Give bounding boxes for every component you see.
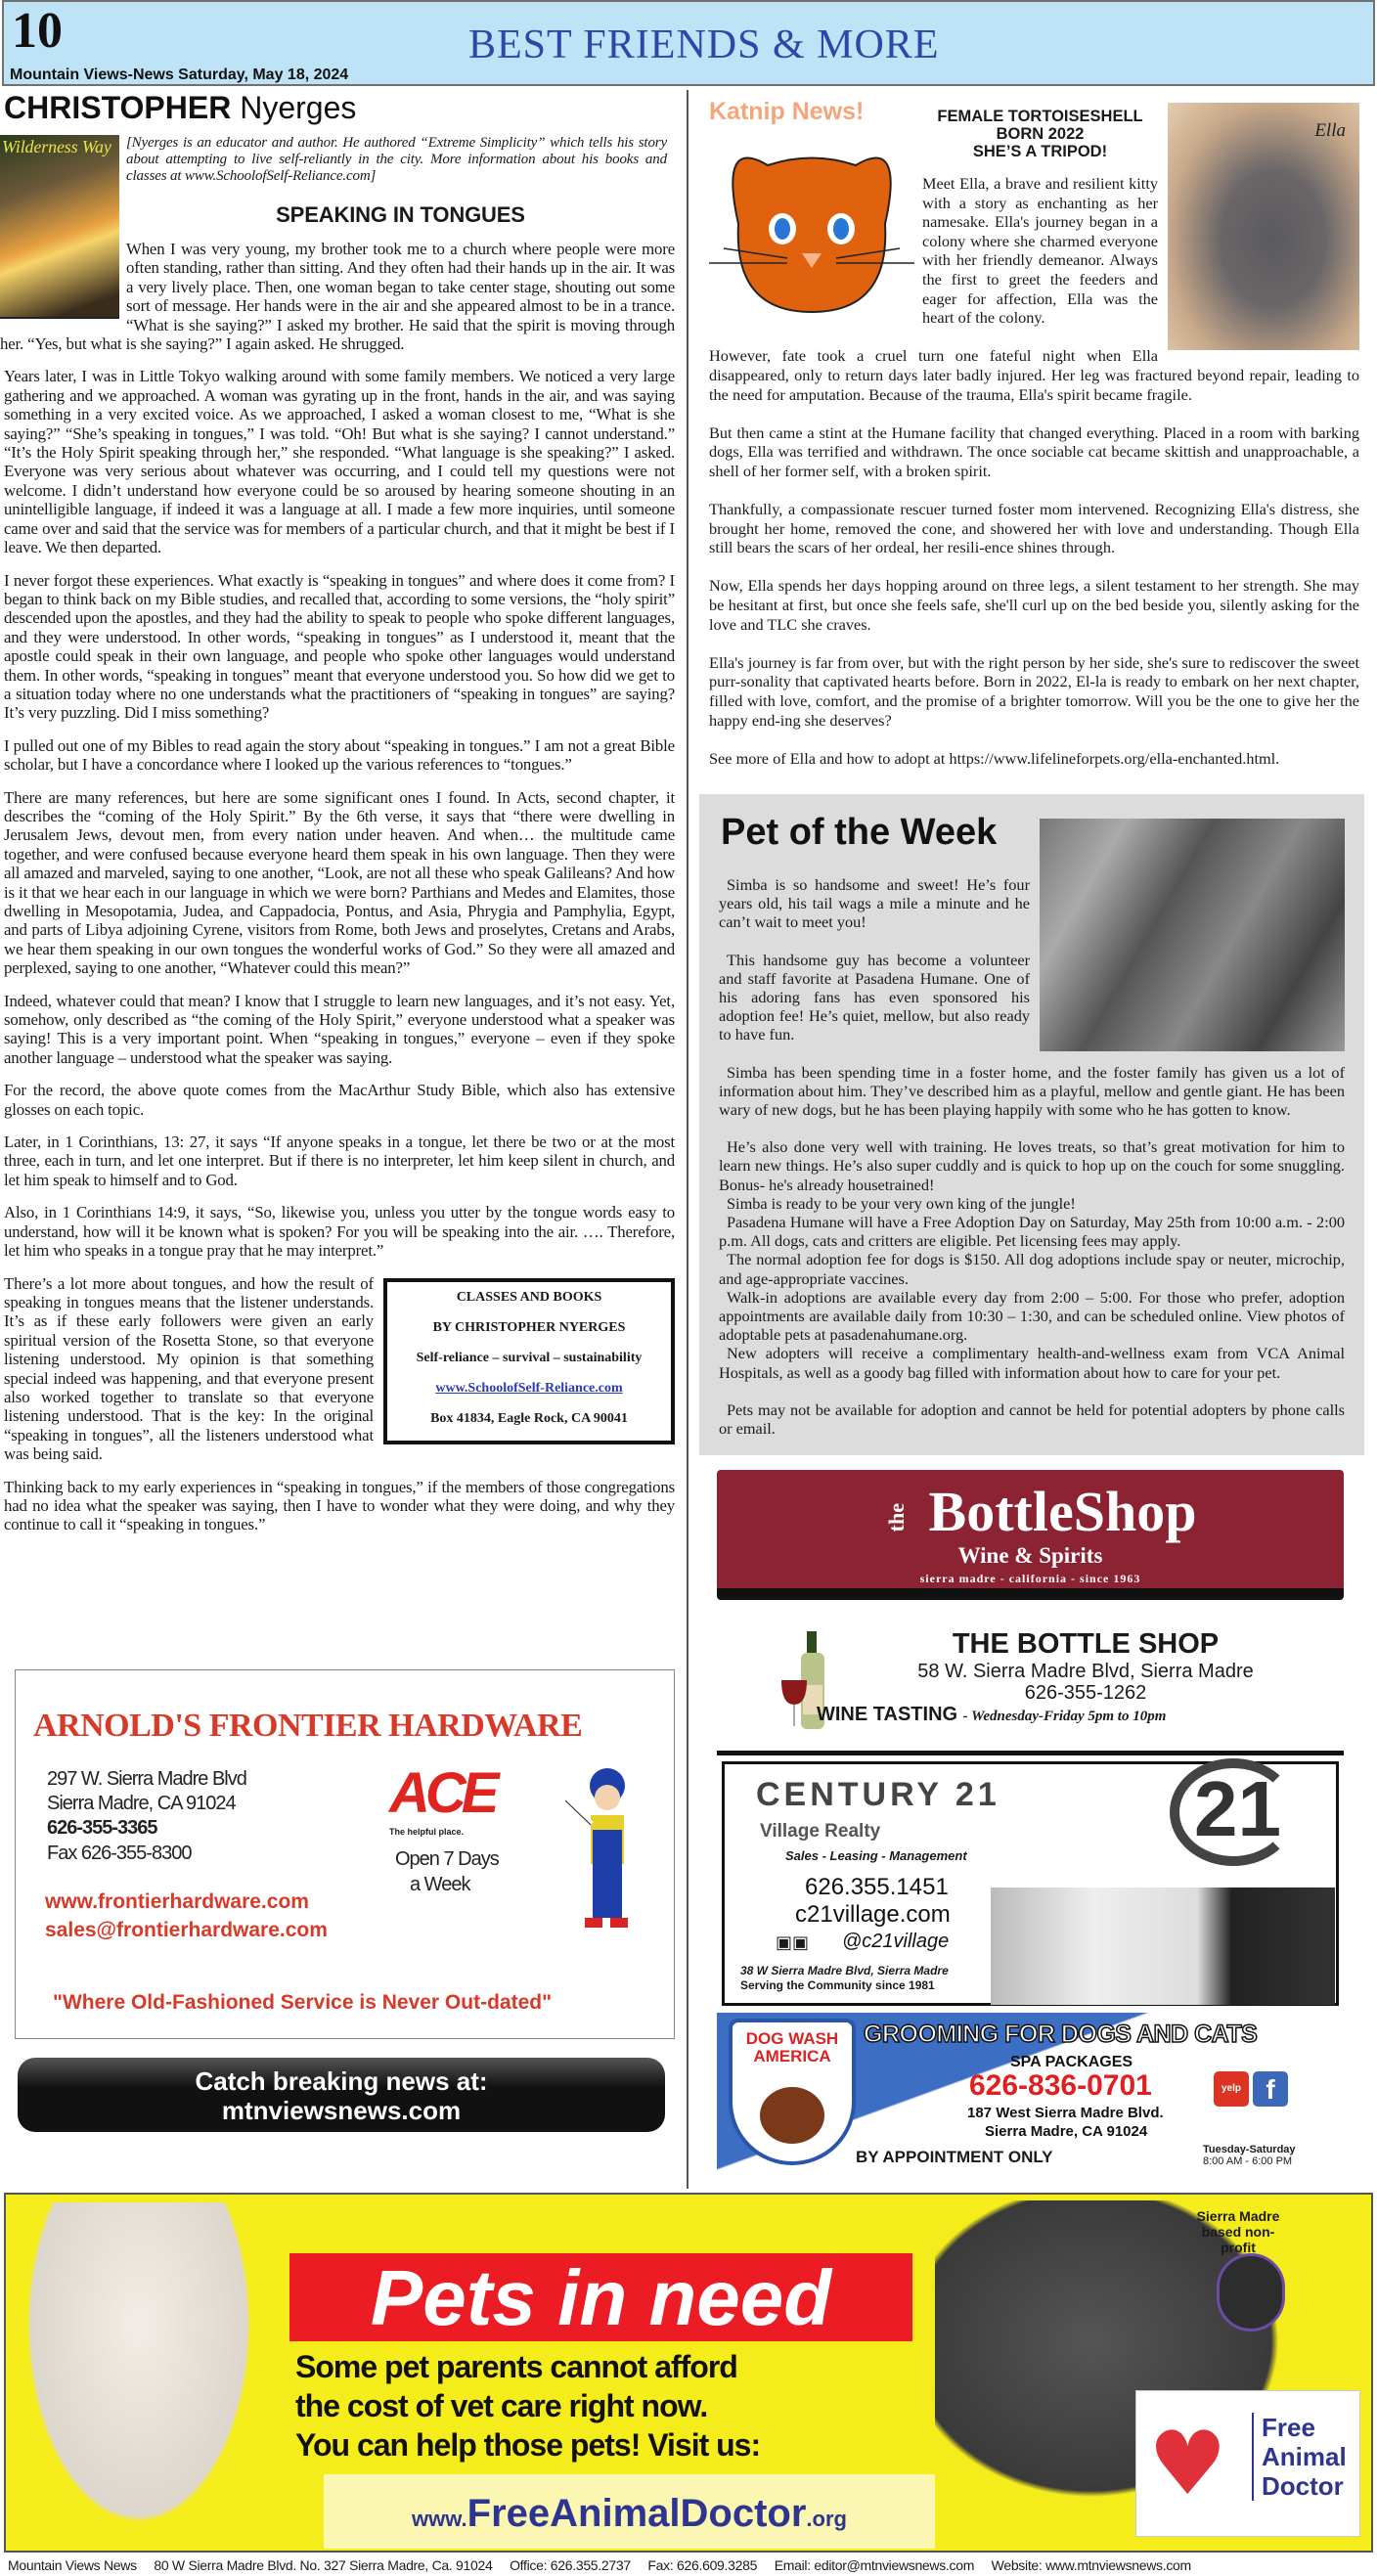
logo-line: Free bbox=[1262, 2413, 1315, 2442]
pet-paragraph: New adopters will receive a complimentary health-and-wellness exam from VCA Animal Hospitals, as well as a goody bag filled with information about how to care for your pet. bbox=[719, 1344, 1345, 1382]
masthead bbox=[2, 0, 1375, 86]
label-line: based non-profit bbox=[1201, 2224, 1275, 2255]
byline-last: Nyerges bbox=[240, 90, 357, 125]
logo-line: Doctor bbox=[1262, 2471, 1344, 2501]
article-paragraph: Thinking back to my early experiences in “speaking in tongues,” if the members of those congregations had no idea what the speaker was saying, then I have to wonder what they were doing, and why they continue to call it “speaking in tongues.” bbox=[4, 1477, 675, 1534]
c21-social-handle: @c21village bbox=[842, 1931, 950, 1952]
c21-address bbox=[740, 1964, 949, 1993]
column-byline bbox=[4, 90, 356, 126]
ad-email-link[interactable]: sales@frontierhardware.com bbox=[45, 1919, 328, 1941]
pets-in-need-text bbox=[295, 2347, 760, 2465]
author-book-cover-image bbox=[0, 135, 119, 319]
c21-since: Serving the Community since 1981 bbox=[740, 1978, 935, 1992]
katnip-paragraph: However, fate took a cruel turn one fateful night when Ella disappeared, only to return days later badly injured. Her leg was fractured beyond repair, leading to the need for amputation. Because of the trauma, Ella's spirit became fragile. bbox=[709, 346, 1359, 404]
classes-books-box bbox=[383, 1278, 675, 1444]
pet-paragraph: The normal adoption fee for dogs is $150. All dog adoptions include spay or neuter, microchip, and age-appropriate vaccines. bbox=[719, 1250, 1345, 1288]
pet-of-the-week bbox=[699, 794, 1364, 1455]
dog-wash-address: Sierra Madre, CA 91024 bbox=[985, 2123, 1148, 2140]
pet-of-week-title: Pet of the Week bbox=[721, 812, 998, 853]
article-paragraph: Also, in 1 Corinthians 14:9, it says, “So, likewise you, unless you utter by the tongue words easy to understand, how will it be known what is spoken? For you will be speaking into the air. …. Therefore, let him who speaks in a tongue pray that he may interpret.” bbox=[4, 1203, 675, 1261]
dog-wash-america-ad[interactable] bbox=[717, 2013, 1344, 2174]
logo-text bbox=[1252, 2413, 1347, 2501]
article-paragraph: There’s a lot more about tongues, and how the result of speaking in tongues means that the listener understands. It’s as if these early followers were given an early spiritual version of the Rosetta Stone, so that everyone listening understood. My opinion is that something special indeed was happening, and that everyone present also worked together to translate so that everyone listening understood. That is the key: In the original “speaking in tongues”, all the listeners understood what was being said. bbox=[4, 1273, 374, 1464]
c21-website-link[interactable]: c21village.com bbox=[795, 1901, 951, 1928]
pet-paragraph: This handsome guy has become a volunteer and staff favorite at Pasadena Humane. One of his adoring fans has even sponsored his adoption fee! He’s quiet, mellow, but also ready to have fun. bbox=[719, 950, 1030, 1044]
cat-face-icon bbox=[709, 126, 914, 322]
breaking-news-text: Catch breaking news at: bbox=[195, 2066, 488, 2096]
hours: 8:00 AM - 6:00 PM bbox=[1203, 2155, 1293, 2167]
ad-slogan: "Where Old-Fashioned Service is Never Out-dated" bbox=[53, 1991, 553, 2014]
c21-phone: 626.355.1451 bbox=[805, 1874, 949, 1900]
ad-fax: Fax 626-355-8300 bbox=[47, 1843, 192, 1864]
by-appointment: BY APPOINTMENT ONLY bbox=[856, 2148, 1053, 2166]
page-footer bbox=[0, 2554, 1377, 2576]
katnip-paragraph: Meet Ella, a brave and resilient kitty with a story as enchanting as her namesake. Ella's journey began in a colony where she charmed everyone with her friendly demeanor. Always the first to greet the feeders and eager for affection, Ella was the heart of the colony. bbox=[922, 174, 1158, 328]
article-headline: SPEAKING IN TONGUES bbox=[276, 202, 525, 227]
page-number: 10 bbox=[12, 3, 63, 59]
spa-packages: SPA PACKAGES bbox=[1010, 2054, 1133, 2070]
logo-tagline: sierra madre - california - since 1963 bbox=[919, 1572, 1141, 1585]
text-line: the cost of vet care right now. bbox=[295, 2388, 708, 2423]
ace-tagline: The helpful place. bbox=[389, 1827, 465, 1837]
bottle-shop-info bbox=[763, 1628, 1340, 1726]
dog-wash-address: 187 West Sierra Madre Blvd. bbox=[967, 2105, 1164, 2121]
ad-address: Sierra Madre, CA 91024 bbox=[47, 1793, 236, 1814]
logo-the: the bbox=[883, 1503, 909, 1532]
headline-line: SHE’S A TRIPOD! bbox=[972, 143, 1108, 160]
grooming-title: GROOMING FOR DOGS AND CATS bbox=[864, 2021, 1258, 2048]
c21-services: Sales - Leasing - Management bbox=[785, 1848, 967, 1863]
pet-paragraph: Walk-in adoptions are available every day from 2:00 – 5:00. For those who prefer, adoption appointments are available daily from 10:30 – 1:30, and can be scheduled online. View photos of adoptable pets at pasadenahumane.org. bbox=[719, 1287, 1345, 1345]
white-dog-photo bbox=[12, 2202, 266, 2550]
cartoon-dog-icon bbox=[760, 2087, 824, 2144]
article-paragraph: When I was very young, my brother took me to a church where people were more often standing, rather than sitting. And they often had their hands up in the air. It was a very lively place. Then, one woman began to take center stage, shouting out some sort of message. Her hands were in the air and she appeared almost to be in a trance. “What is she saying?” I asked my brother. He said that the spirit is moving through her. “Yes, but what is she saying?” I again asked. He shrugged. bbox=[0, 240, 675, 354]
shop-phone: 626-355-1262 bbox=[1024, 1682, 1147, 1704]
katnip-paragraph: But then came a stint at the Humane facility that changed everything. Placed in a room with barking dogs, Ella was terrified and withdrawn. The once sociable cat became skittish and unapproachable, a shell of her former self, with a broken spirit. bbox=[709, 422, 1359, 480]
footer-address: 80 W Sierra Madre Blvd. No. 327 Sierra Madre, Ca. 91024 bbox=[154, 2557, 493, 2573]
facebook-instagram-icon: ▣▣ bbox=[776, 1932, 810, 1953]
url-main: FreeAnimalDoctor bbox=[466, 2492, 807, 2535]
dateline: Mountain Views-News Saturday, May 18, 2024 bbox=[10, 67, 349, 83]
article-paragraph: For the record, the above quote comes from the MacArthur Study Bible, which also has extensive glosses on each topic. bbox=[4, 1081, 675, 1119]
free-animal-doctor-logo bbox=[1135, 2390, 1360, 2537]
author-note: [Nyerges is an educator and author. He authored “Extreme Simplicity” which tells his story about attempting to live self-reliantly in the city. More information about his books and classes at www.SchoolofSelf-Reliance.com] bbox=[126, 135, 667, 184]
photo-caption: Ella bbox=[1314, 120, 1346, 141]
url-suffix: .org bbox=[806, 2507, 847, 2531]
c21-name: CENTURY 21 bbox=[756, 1776, 1000, 1813]
dog-wash-brand bbox=[734, 2030, 850, 2065]
ad-website-link[interactable]: www.frontierhardware.com bbox=[45, 1890, 309, 1913]
wine-tasting bbox=[817, 1704, 1340, 1726]
pet-paragraph: Pasadena Humane will have a Free Adoption Day on Saturday, May 25th from 10:00 a.m. - 2:00 p.m. All dogs, cats and critters are eligible. Pet licensing fees may apply. bbox=[719, 1213, 1345, 1251]
pet-paragraph: Simba is ready to be your very own king of the jungle! bbox=[727, 1193, 1076, 1213]
classes-box-line: CLASSES AND BOOKS bbox=[456, 1289, 602, 1305]
shop-address: 58 W. Sierra Madre Blvd, Sierra Madre bbox=[917, 1661, 1254, 1682]
bottle-shop-logo bbox=[717, 1480, 1344, 1544]
article-paragraph: Years later, I was in Little Tokyo walking around with some family members. We noticed a very large gathering and we approached. A woman was gyrating up in the front, hands in the air, and was saying something in a very excited voice. As we approached, I asked a woman closest to me, “What is she saying?” “She’s speaking in tongues,” I was told. “Oh! But what is she saying? I cannot understand.” “It’s the Holy Spirit speaking through her,” she responded. “What language is she speaking?” I asked. Everyone was very serious about whatever was occurring, and I could tell my questions were not welcome. I didn’t understand how everyone could be so aroused by hearing someone shouting in an unintelligible language, if indeed it was a language at all. I made a few more inquiries, until someone came over and said that the service was for members of a particular church, and that it might be best if I leave. We then departed. bbox=[4, 367, 675, 557]
katnip-brand: Katnip News! bbox=[709, 98, 865, 125]
nonprofit-label bbox=[1189, 2208, 1287, 2255]
pet-paragraph: Pets may not be available for adoption and cannot be held for potential adopters by phone calls or email. bbox=[719, 1399, 1345, 1439]
classes-box-line: BY CHRISTOPHER NYERGES bbox=[432, 1319, 626, 1335]
ad-address: 297 W. Sierra Madre Blvd bbox=[47, 1768, 246, 1790]
pets-in-need-headline: Pets in need bbox=[289, 2253, 912, 2341]
ad-phone: 626-355-3365 bbox=[47, 1817, 157, 1839]
office-building-photo bbox=[991, 1888, 1335, 2005]
byline-first: CHRISTOPHER bbox=[4, 90, 232, 125]
ad-title: ARNOLD'S FRONTIER HARDWARE bbox=[33, 1708, 583, 1744]
pet-paragraph: He’s also done very well with training. He loves treats, so that’s great motivation for him to learn new things. He’s also super cuddly and is quick to hop up on the couch for some snuggling. Bonus- he's already housetrained! bbox=[719, 1137, 1345, 1194]
section-title: BEST FRIENDS & MORE bbox=[468, 22, 940, 67]
katnip-adopt-link[interactable]: See more of Ella and how to adopt at https://www.lifelineforpets.org/ella-enchanted.html. bbox=[709, 748, 1280, 768]
label-line: Sierra Madre bbox=[1196, 2208, 1280, 2224]
classes-box-address: Box 41834, Eagle Rock, CA 90041 bbox=[430, 1410, 628, 1426]
classes-box-line: Self-reliance – survival – sustainability bbox=[416, 1350, 643, 1365]
free-animal-doctor-link[interactable] bbox=[324, 2474, 935, 2549]
sierra-madre-city-seal-icon bbox=[1217, 2253, 1285, 2332]
column-divider bbox=[687, 90, 688, 2189]
article-speaking-in-tongues bbox=[0, 135, 675, 1548]
facebook-icon[interactable]: f bbox=[1253, 2071, 1288, 2107]
tasting-label: WINE TASTING bbox=[817, 1704, 958, 1725]
pets-in-need-ad[interactable] bbox=[4, 2193, 1373, 2553]
shop-name: THE BOTTLE SHOP bbox=[952, 1628, 1220, 1660]
pet-paragraph: Simba is so handsome and sweet! He’s four years old, his tail wags a mile a minute and he can’t wait to meet you! bbox=[719, 875, 1030, 932]
ace-logo: ACE bbox=[389, 1761, 495, 1825]
dog-wash-hours bbox=[1203, 2144, 1296, 2167]
footer-fax: Fax: 626.609.3285 bbox=[647, 2557, 758, 2573]
article-paragraph: I pulled out one of my Bibles to read again the story about “speaking in tongues.” I am not a great Bible scholar, but I have a concordance where I looked up the various references to “tongues.” bbox=[4, 735, 675, 775]
arnolds-hardware-ad[interactable] bbox=[15, 1669, 675, 2039]
headline-line: FEMALE TORTOISESHELL bbox=[937, 108, 1143, 125]
breaking-news-link[interactable]: mtnviewsnews.com bbox=[221, 2096, 462, 2125]
article-paragraph: Later, in 1 Corinthians, 13: 27, it says “If anyone speaks in a tongue, let there be two or at the most three, each in turn, and let one interpret. But if there is no interpreter, let him keep silent in church, and let him speak to himself and to God. bbox=[4, 1133, 675, 1189]
logo-subtitle: Wine & Spirits bbox=[957, 1543, 1103, 1568]
text-line: You can help those pets! Visit us: bbox=[295, 2427, 761, 2463]
brand-line: DOG WASH bbox=[745, 2029, 839, 2048]
school-website-link[interactable]: www.SchoolofSelf-Reliance.com bbox=[435, 1380, 623, 1396]
text-line: Some pet parents cannot afford bbox=[295, 2349, 737, 2384]
article-paragraph: Indeed, whatever could that mean? I know that I struggle to learn new languages, and it’s not easy. Yet, somehow, only described as “the coming of the Holy Spirit,” everyone understood what a speaker was saying! This is a very important point. When “speaking in tongues,” everyone – even if they spoke another language – understood what the speaker was saying. bbox=[4, 991, 675, 1067]
tasting-hours: - Wednesday-Friday 5pm to 10pm bbox=[962, 1709, 1167, 1724]
url-prefix: www. bbox=[412, 2507, 467, 2531]
footer-email-link[interactable]: Email: editor@mtnviewsnews.com bbox=[774, 2557, 975, 2573]
book-cover-title: Wilderness Way bbox=[2, 137, 111, 156]
footer-office-phone: Office: 626.355.2737 bbox=[510, 2557, 631, 2573]
brand-line: AMERICA bbox=[753, 2047, 831, 2065]
katnip-paragraph: Now, Ella spends her days hopping around on three legs, a silent testament to her strength. She may be hesitant at first, but once she feels safe, she'll curl up on the bed beside you, silently asking for the love and TLC she craves. bbox=[709, 576, 1359, 634]
breaking-news-banner[interactable] bbox=[18, 2058, 665, 2132]
yelp-icon[interactable]: yelp bbox=[1214, 2071, 1249, 2107]
article-paragraph: There are many references, but here are some significant ones I found. In Acts, second chapter, it describes the “coming of the Holy Spirit.” By the 6th verse, it says that “there were dwelling in Jerusalem Jews, devout men, from every nation under heaven. And when… the multitude came together, and were confused because everyone heard them speak in his own language. Then they were all amazed and marveled, saying to one another, “Look, are not all these who speak Galileans? And how is it that we hear each in our language in which we were born? Parthians and Medes and Elamites, those dwelling in Mesopotamia, Judea, and Cappadocia, Pontus, and Asia, Phrygia and Pamphylia, Egypt, and parts of Libya adjoining Cyrene, visitors from Rome, both Jews and proselytes, Cretans and Arabs, we hear them speaking in our own tongues the wonderful works of God.” So they were all amazed and perplexed, saying to one another, “Whatever could this mean?” bbox=[4, 787, 675, 978]
article-paragraph: I never forgot these experiences. What exactly is “speaking in tongues” and where does it come from? I began to think back on my Bible studies, and recalled that, according to some versions, the “holy spirit” descended upon the apostles, and they had the ability to speak to people who spoke different languages, and they were understood. In other words, “speaking in tongues” as I understood it, meant that the apostle could speak in their own language, and people who spoke other languages would understand them. In other words, “speaking in tongues” meant that everyone understood you. So how did we get to a situation today where no one understands what the practitioners of “speaking in tongues” are saying? It’s very puzzling. Did I miss something? bbox=[4, 570, 675, 723]
century21-ad[interactable] bbox=[717, 1751, 1344, 2010]
footer-paper: Mountain Views News bbox=[8, 2557, 137, 2573]
logo-line: Animal bbox=[1262, 2442, 1347, 2471]
katnip-news-article bbox=[709, 98, 1359, 787]
c21-street: 38 W Sierra Madre Blvd, Sierra Madre bbox=[740, 1964, 949, 1977]
ella-cat-photo bbox=[1168, 103, 1359, 350]
dog-wash-shield-logo bbox=[729, 2019, 856, 2165]
footer-website-link[interactable]: Website: www.mtnviewsnews.com bbox=[991, 2557, 1191, 2573]
heart-cross-icon: ♥ bbox=[1148, 2413, 1227, 2515]
ad-hours: a Week bbox=[410, 1874, 470, 1895]
pet-paragraph: Simba has been spending time in a foster home, and the foster family has given us a lot of information about him. They’ve described him as a playful, mellow and gentle giant. He has been wary of new dogs, but he has been playing happily with some who he has gotten to know. bbox=[719, 1062, 1345, 1120]
c21-office: Village Realty bbox=[760, 1821, 881, 1842]
ace-mascot-icon bbox=[563, 1756, 642, 1952]
katnip-paragraph: Thankfully, a compassionate rescuer turned foster mom intervened. Recognizing Ella's distress, she brought her home, removed the cone, and showered her with love and understanding. Though Ella still bears the scars of her ordeal, her resili-ence shines through. bbox=[709, 500, 1359, 557]
days: Tuesday-Saturday bbox=[1203, 2144, 1296, 2155]
simba-dog-photo bbox=[1040, 819, 1345, 1051]
dog-wash-phone: 626-836-0701 bbox=[969, 2069, 1152, 2102]
c21-logo: 21 bbox=[1194, 1765, 1281, 1852]
bottle-shop-banner-ad[interactable] bbox=[717, 1470, 1344, 1600]
headline-line: BORN 2022 bbox=[996, 125, 1085, 143]
ad-hours: Open 7 Days bbox=[395, 1848, 499, 1870]
katnip-cartoon bbox=[709, 98, 914, 325]
katnip-paragraph: Ella's journey is far from over, but with the right person by her side, she's sure to rediscover the sweet purr-sonality that captivated hearts before. Born in 2022, El-la is ready to embark on her next chapter, filled with love, comfort, and the promise of a brighter tomorrow. Will you be the one to give her the happy end-ing she deserves? bbox=[709, 652, 1359, 730]
logo-name: BottleShop bbox=[928, 1480, 1197, 1543]
